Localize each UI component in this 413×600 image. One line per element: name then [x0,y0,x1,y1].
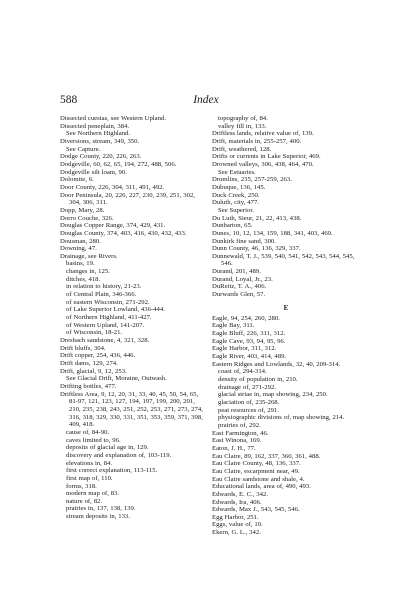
index-entry: Edwards, E. C., 342. [212,490,268,498]
index-entry: Drainage, see Rivers. [60,252,118,260]
index-entry: Door County, 226, 304, 311, 491, 492. [60,183,165,191]
index-subentry: See Superior. [218,206,254,214]
index-entry: Driftless Area, 9, 12, 20, 31, 33, 40, 45, 50, 54, 65, 81-97, 121, 123, 127, 194, 197, 199, 200, 201, 210, 235, 238, 243, 251, 252, 253, 271, 273, 274, 316, 318, 329, 330, 331, 351, 353, 359, 371, 398, 409, 418. [60,390,203,429]
index-subentry: deposits of glacial age in, 129. [66,444,149,452]
index-entry: Eagle, 94, 254, 260, 280. [212,314,280,322]
index-entry: Dopp, Mary, 28. [60,206,105,214]
index-entry: Eaton, J. H., 77. [212,444,256,452]
index-entry: Diversions, stream, 349, 350. [60,137,140,145]
index-subentry: peat resources of, 291. [218,406,279,414]
index-entry: Drift bluffs, 304. [60,344,106,352]
index-subentry: See Capture. [66,145,101,153]
index-entry: Dousman, 280. [60,237,101,245]
index-entry: Eagle Bay, 311. [212,322,255,330]
index-entry: Dissected cuestas, see Western Upland. [60,115,166,122]
index-entry: Douglas County, 374, 403, 416, 430, 432, 433. [60,229,187,237]
index-subentry: topography of, 84. [218,115,268,122]
index-subentry: of Central Plain, 346-366. [66,291,137,299]
index-subentry: coast of, 294-314. [218,368,267,376]
right-entry-list [212,115,360,537]
index-subentry: in relation to history, 21-23. [66,283,142,291]
index-entry: Dunbarton, 65. [212,222,253,230]
index-subentry: first map of, 110. [66,474,113,482]
index-subentry: forms, 318. [66,482,97,490]
page-number: 588 [60,94,78,106]
index-entry: Dodgeville, 60, 62, 65, 194, 272, 488, 506. [60,160,177,168]
index-subentry: of Northern Highland, 411-427. [66,314,152,322]
index-entry: Dissected peneplain, 384. [60,122,130,130]
index-entry: Eau Claire, escarpment near, 49. [212,467,300,475]
index-subentry: stream deposits in, 133. [66,513,130,521]
index-entry: Eastern Ridges and Lowlands, 32, 40, 209-314. [212,360,341,368]
index-entry: Douglas Copper Range, 374, 429, 431. [60,222,166,230]
index-entry: Durwards Glen, 57. [212,291,266,299]
index-entry: Drumlins, 235, 257-259, 263. [212,176,292,184]
index-entry: Egg Harbor, 251. [212,513,259,521]
index-entry: Dunkirk fine sand, 300. [212,237,276,245]
index-subentry: cause of, 84-90. [66,428,110,436]
index-subentry: of Lake Superior Lowland, 436-444. [66,306,165,314]
index-entry: Eau Claire County, 48, 136, 337. [212,460,301,468]
index-entry: Dodgeville silt loam, 90. [60,168,127,176]
right-column [212,115,360,537]
index-entry: Driftless lands, relative value of, 139. [212,130,314,138]
index-entry: Dubuque, 136, 145. [212,183,266,191]
index-subentry: caves limited to, 96. [66,436,121,444]
index-entry: Drift, glacial, 9, 12, 253. [60,367,127,375]
index-subentry: glaciation of, 235-268. [218,398,280,406]
index-subentry: of eastern Wisconsin, 271-292. [66,298,150,306]
index-entry: Eagle Cave, 93, 94, 95, 96. [212,337,286,345]
index-entry: Dunnewald, T. J., 539, 540, 541, 542, 543, 544, 545, 546. [212,252,355,268]
index-subentry: See Glacial Drift, Moraine, Outwash. [66,375,167,383]
index-entry: Eagle River, 403, 414, 489. [212,353,287,361]
index-entry: DuReitz, T. A., 406. [212,283,267,291]
index-subentry: changes in, 125. [66,268,110,276]
left-column [60,115,208,521]
index-subentry: drainage of, 271-292. [218,383,276,391]
index-entry: Durand, Loyal, Jr., 23. [212,275,273,283]
index-entry: Edwards, Max J., 543, 545, 546. [212,506,300,514]
index-entry: Ekern, G. L., 342. [212,529,261,537]
index-entry: Downing, 47. [60,245,97,253]
index-entry: East Farmington, 46. [212,429,269,437]
index-entry: Drift dams, 129, 274. [60,360,118,367]
index-subentry: ditches, 418. [66,275,101,283]
index-subentry: nature of, 82. [66,497,103,505]
left-entry-list [60,115,208,521]
index-subentry: of Wisconsin, 18-21. [66,329,123,337]
index-subentry: elevations in, 84. [66,459,113,467]
index-entry: Edwards, Ira, 406. [212,498,262,506]
index-entry: Door Peninsula, 20, 226, 227, 230, 239, 251, 302, 304, 306, 311. [60,191,195,207]
index-subentry: prairies of, 292. [218,421,261,429]
index-entry: Drift, materials in, 255-257, 400. [212,137,302,145]
index-entry: East Winona, 169. [212,437,262,445]
index-subentry: glacial striae in, map showing, 234, 250. [218,391,328,399]
index-entry: Drifts or currents in Lake Superior, 469. [212,153,321,161]
index-entry: Drift, weathered, 128. [212,145,272,153]
index-entry: Eau Claire sandstone and shale, 4. [212,475,305,483]
index-subentry: See Northern Highland. [66,130,131,138]
index-subentry: See Estuaries. [218,168,256,176]
index-entry: Durand, 201, 489. [212,268,261,276]
index-subentry: modern map of, 83. [66,490,120,498]
index-entry: Eggs, value of, 10. [212,521,263,529]
index-entry: Duluth, city, 477. [212,199,259,207]
section-letter: E [283,303,289,312]
index-subentry: physiographic divisions of, map showing, 214. [218,414,345,422]
index-entry: Eau Claire, 89, 162, 337, 360, 361, 488. [212,452,321,460]
index-subentry: basins, 19. [66,260,95,268]
index-subentry: density of population in, 210. [218,376,298,383]
index-entry: Drowned valleys, 306, 438, 464, 470. [212,160,314,168]
index-entry: Du Luth, Sieur, 21, 22, 413, 438. [212,214,302,222]
index-entry: Educational lands, area of, 490, 493. [212,483,311,491]
index-entry: Drift copper, 254, 436, 446. [60,352,136,360]
index-subentry: of Western Upland, 141-207. [66,321,145,329]
index-entry: Eagle Harbor, 311, 312. [212,345,277,353]
index-entry: Dodge County, 220, 226, 263. [60,153,142,161]
index-entry: Dolomite, 6. [60,176,94,184]
index-subentry: first correct explanation, 113-115. [66,467,158,475]
index-subentry: discovery and explanation of, 103-119. [66,451,172,459]
index-entry: Dunes, 10, 12, 134, 159, 188, 341, 403, 469. [212,229,333,237]
index-subentry: valley fill in, 133. [218,122,267,130]
index-entry: Drifting bottles, 477. [60,382,117,390]
index-subentry: prairies in, 137, 138, 139. [66,505,136,513]
index-entry: Dunn County, 46, 136, 329, 337. [212,245,301,253]
index-entry: Dorro Couche, 326. [60,214,114,222]
page-title: Index [193,94,219,106]
index-entry: Duck Creek, 250. [212,191,260,199]
index-entry: Dresbach sandstone, 4, 321, 328. [60,337,150,345]
index-entry: Eagle Bluff, 226, 311, 312. [212,330,286,338]
running-header [60,93,352,107]
